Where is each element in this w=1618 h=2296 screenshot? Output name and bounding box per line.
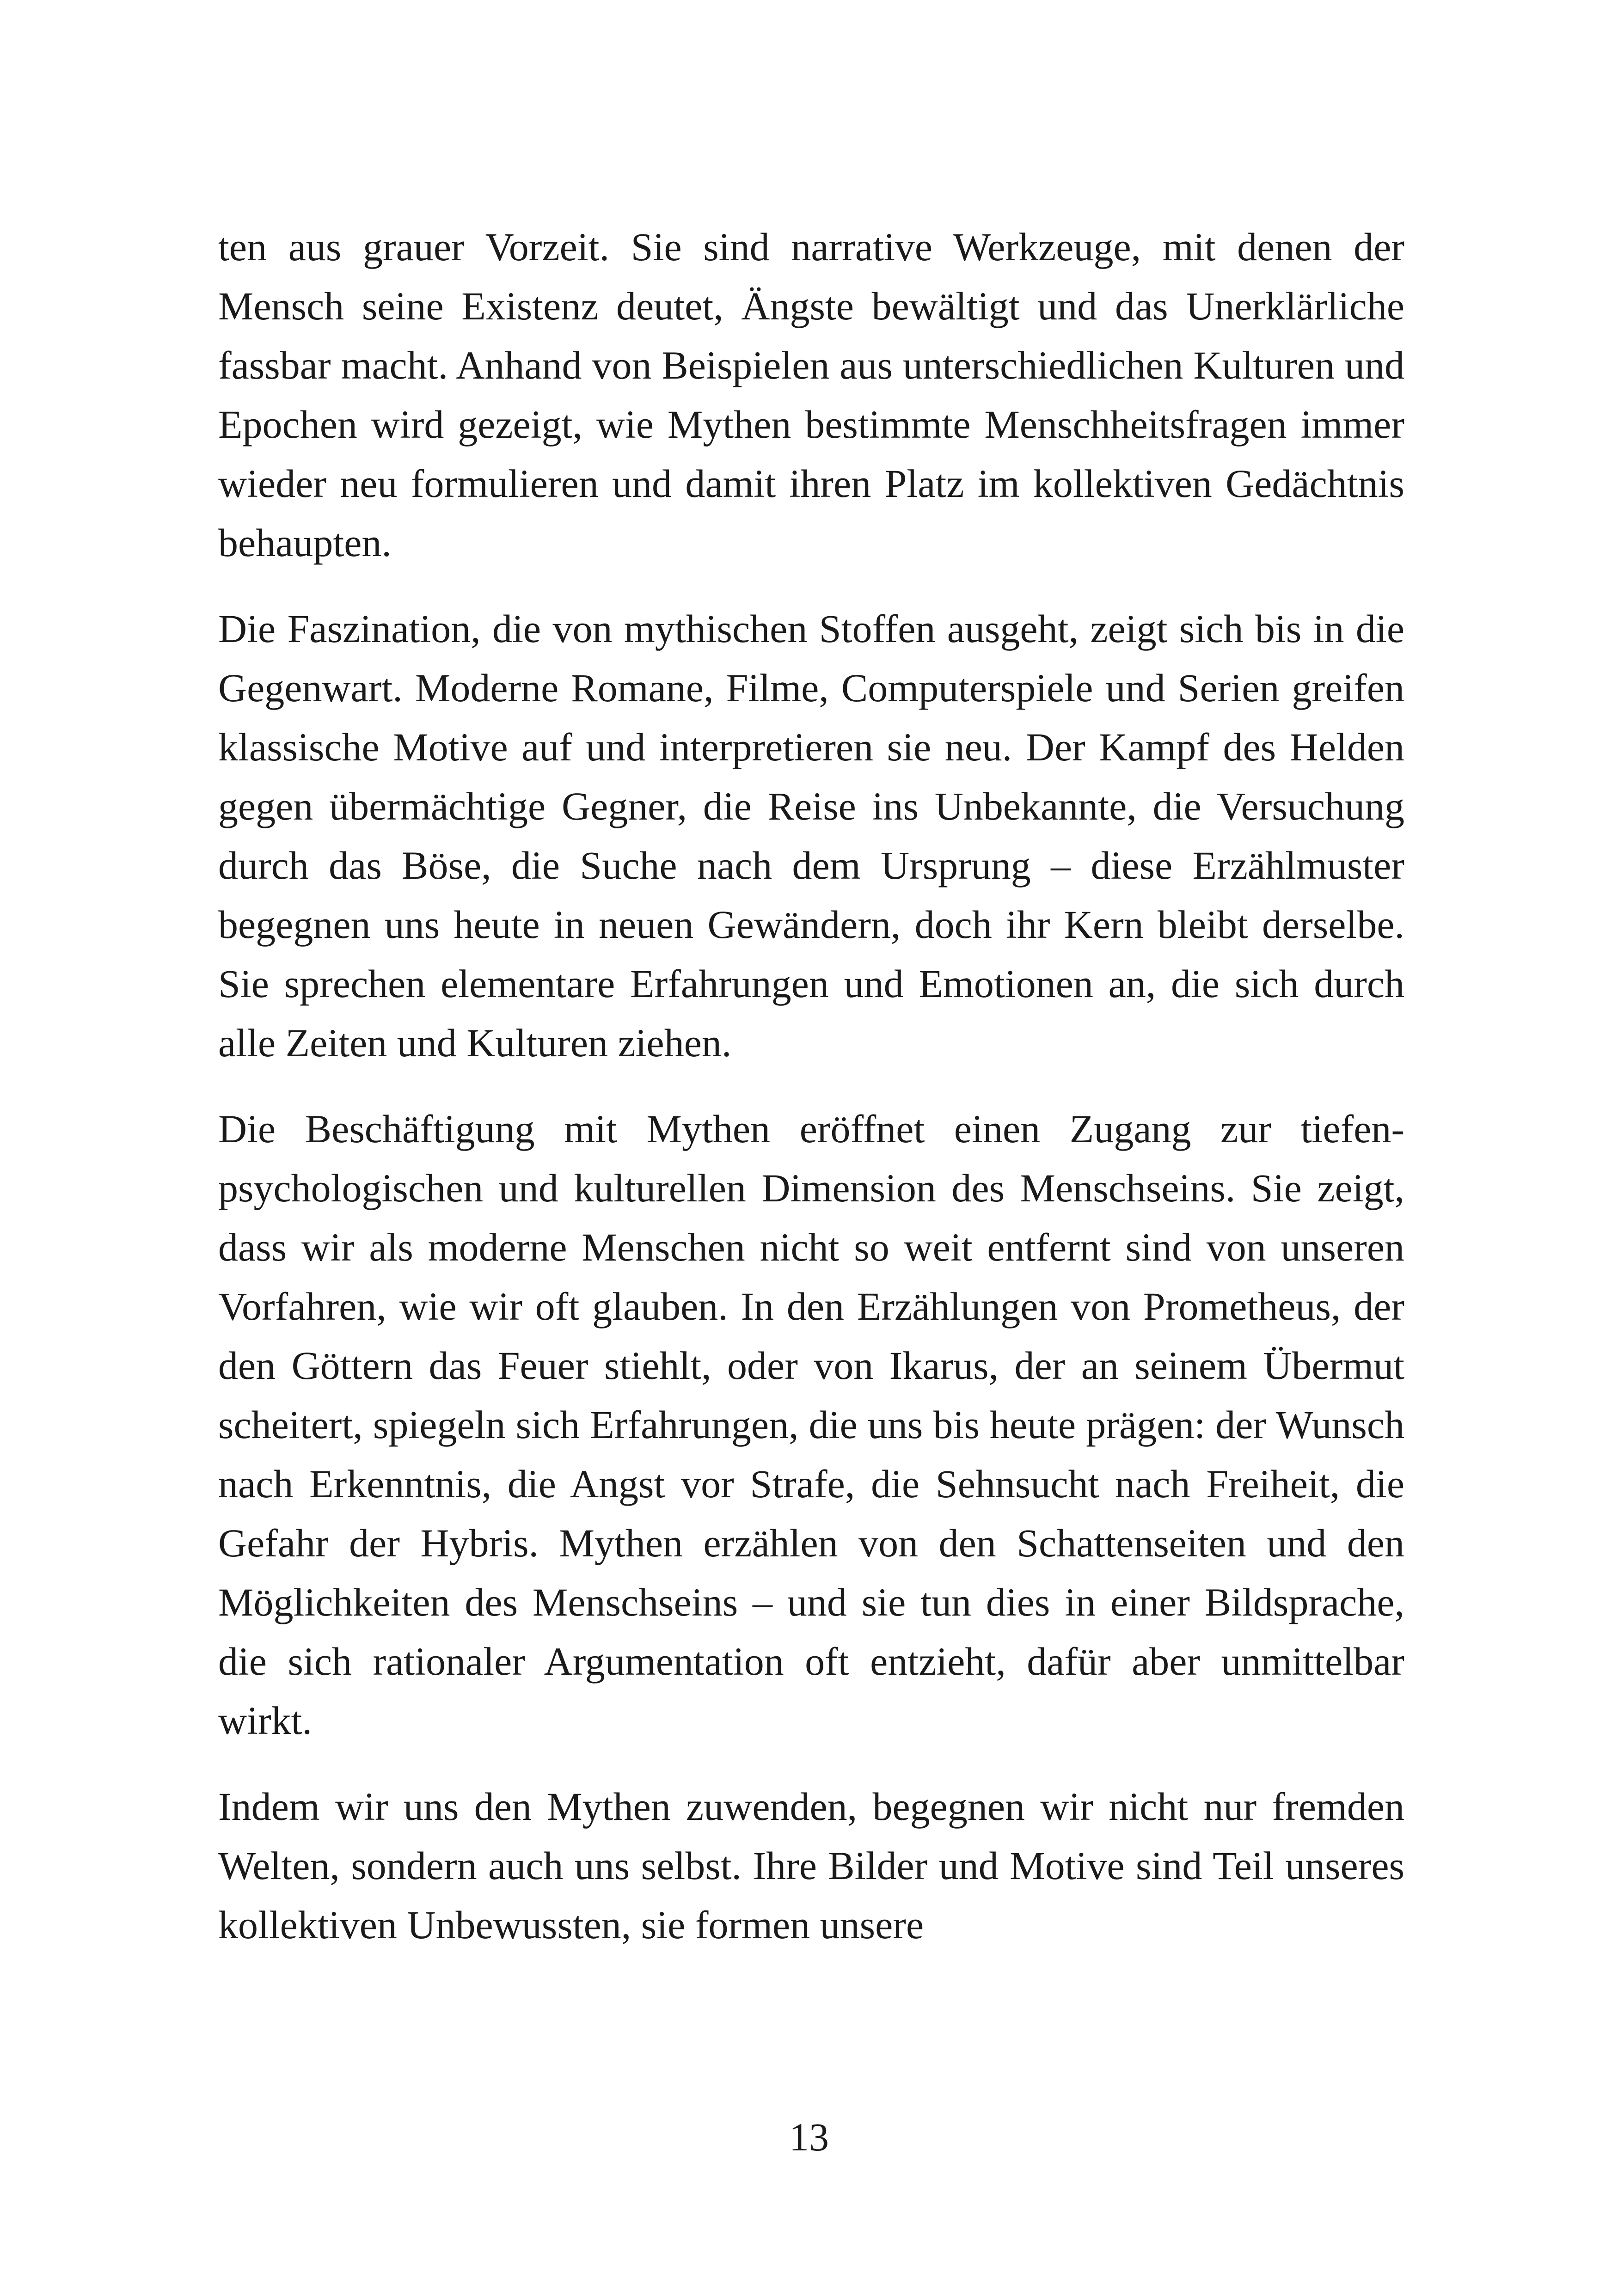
paragraph-4: Indem wir uns den Mythen zuwenden, begegnen wir nicht nur fremden Welten, sondern auch uns selbst. Ihre Bilder und Motive sind Teil unseres kollektiven Unbewussten, sie formen unsere <box>218 1784 1404 1947</box>
paragraph-3: Die Beschäftigung mit Mythen eröffnet einen Zugang zur tiefenpsychologischen und kulturellen Dimension des Menschseins. Sie zeigt, dass wir als moderne Menschen nicht so weit entfernt sind von unseren Vorfahren, wie wir oft glauben. In den Erzählungen von Prometheus, der den Göttern das Feuer stiehlt, oder von Ikarus, der an seinem Übermut scheitert, spiegeln sich Erfahrungen, die uns bis heute prägen: der Wunsch nach Erkenntnis, die Angst vor Strafe, die Sehnsucht nach Freiheit, die Gefahr der Hybris. Mythen erzählen von den Schattenseiten und den Möglichkeiten des Menschseins – und sie tun dies in einer Bildsprache, die sich rationaler Argumentation oft entzieht, dafür aber unmittelbar wirkt. <box>218 1107 1404 1743</box>
body-text <box>218 217 1404 1981</box>
paragraph-1: ten aus grauer Vorzeit. Sie sind narrative Werkzeuge, mit denen der Mensch seine Existenz deutet, Ängste bewältigt und das Unerklärliche fassbar macht. Anhand von Beispielen aus unterschiedlichen Kulturen und Epochen wird gezeigt, wie Mythen bestimmte Menschheitsfragen immer wieder neu formulieren und damit ihren Platz im kollektiven Gedächtnis behaupten. <box>218 225 1404 565</box>
paragraph-2: Die Faszination, die von mythischen Stoffen ausgeht, zeigt sich bis in die Gegenwart. Moderne Romane, Filme, Computerspiele und Serien greifen klassische Motive auf und interpretieren sie neu. Der Kampf des Helden gegen übermächtige Gegner, die Reise ins Unbekannte, die Versuchung durch das Böse, die Suche nach dem Ursprung – diese Erzählmuster begegnen uns heute in neuen Gewändern, doch ihr Kern bleibt derselbe. Sie sprechen elementare Erfahrungen und Emotionen an, die sich durch alle Zeiten und Kulturen ziehen. <box>218 606 1404 1065</box>
page-number: 13 <box>789 2115 829 2159</box>
